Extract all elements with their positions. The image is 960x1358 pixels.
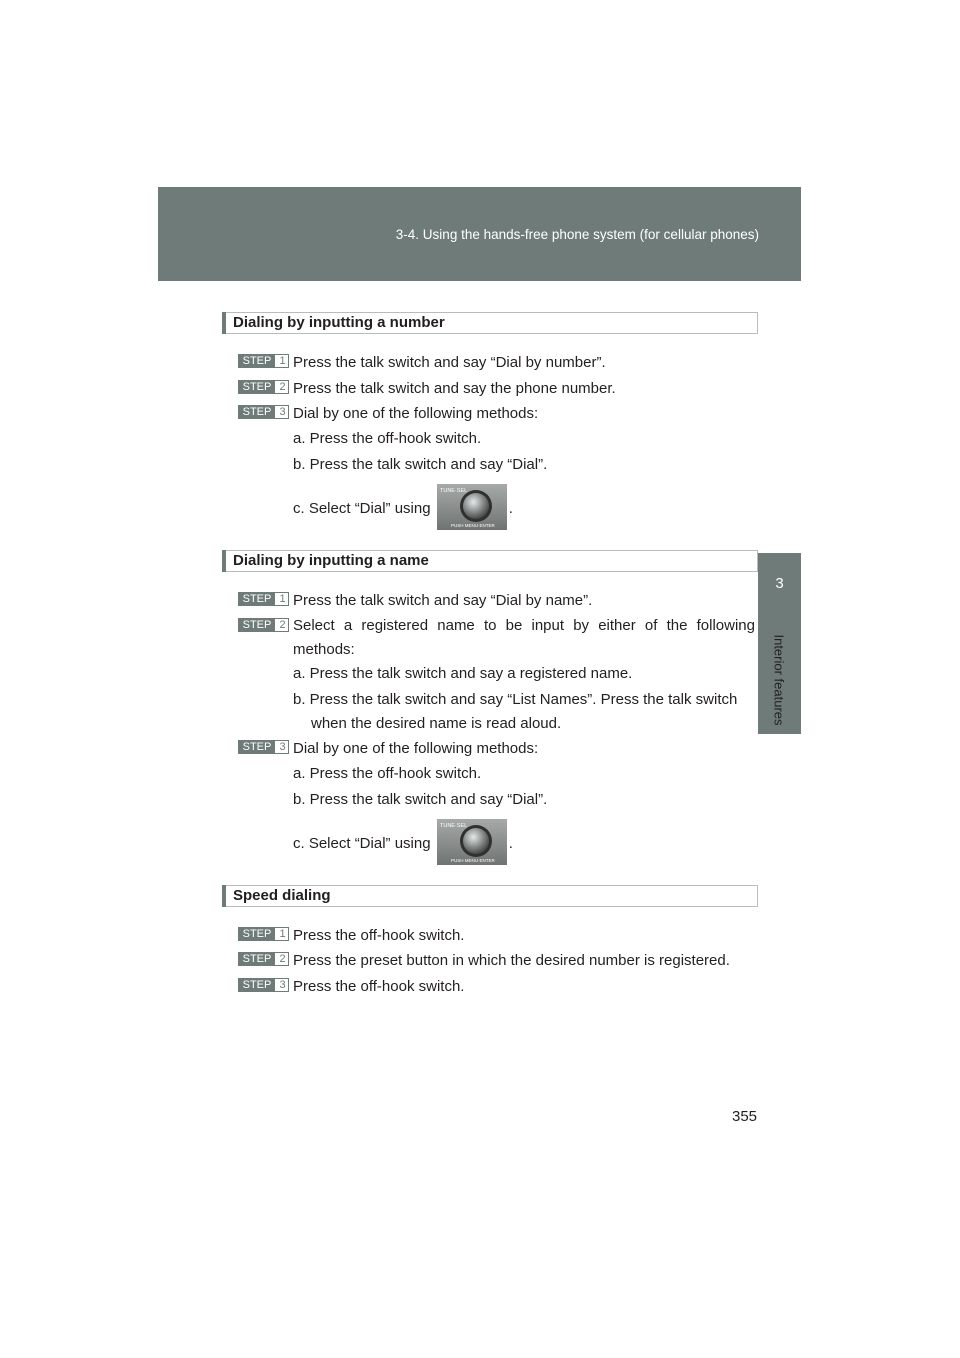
tune-sel-knob-icon xyxy=(437,484,507,530)
step-badge: STEP 2 xyxy=(238,618,289,632)
svg-text:TUNE·SEL: TUNE·SEL xyxy=(439,823,467,829)
step-item: STEP 3 Dial by one of the following methods: xyxy=(238,739,538,757)
sub-step: a. Press the off-hook switch. xyxy=(293,765,482,782)
sub-step-with-knob: c. Select “Dial” using TUNE·SEL PUSH MENU·ENTER . xyxy=(293,486,513,532)
chapter-title: 3-4. Using the hands-free phone system (for cellular phones) xyxy=(395,227,759,242)
step-badge: STEP 3 xyxy=(238,405,289,419)
step-item: STEP 1 Press the talk switch and say “Dial by number”. xyxy=(238,353,606,371)
sub-step: b. Press the talk switch and say “Dial”. xyxy=(293,791,548,808)
step-item: STEP 3 Dial by one of the following methods: xyxy=(238,404,538,422)
step-badge: STEP 1 xyxy=(238,927,289,941)
step-badge: STEP 1 xyxy=(238,354,289,368)
step-item: STEP 2 Press the talk switch and say the phone number. xyxy=(238,379,616,397)
section-title: Dialing by inputting a number xyxy=(233,314,445,331)
section-heading xyxy=(222,312,758,334)
step-badge: STEP 1 xyxy=(238,592,289,606)
step-badge: STEP 3 xyxy=(238,740,289,754)
sub-step: a. Press the talk switch and say a registered name. xyxy=(293,665,633,682)
step-badge: STEP 2 xyxy=(238,380,289,394)
step-badge: STEP 3 xyxy=(238,978,289,992)
chapter-tab-label: Interior features xyxy=(771,634,787,726)
sub-step: b. Press the talk switch and say “Dial”. xyxy=(293,456,548,473)
step-badge: STEP 2 xyxy=(238,952,289,966)
page-number: 355 xyxy=(732,1108,758,1125)
svg-text:PUSH MENU·ENTER: PUSH MENU·ENTER xyxy=(450,858,495,863)
svg-text:TUNE·SEL: TUNE·SEL xyxy=(439,488,467,494)
svg-text:PUSH MENU·ENTER: PUSH MENU·ENTER xyxy=(450,523,495,528)
sub-step: a. Press the off-hook switch. xyxy=(293,430,482,447)
step-item xyxy=(238,617,293,635)
section-heading xyxy=(222,885,758,907)
step-item: STEP 2 Press the preset button in which the desired number is registered. xyxy=(238,951,730,969)
sub-step-with-knob: c. Select “Dial” using TUNE·SEL PUSH MENU·ENTER . xyxy=(293,821,513,867)
step-item: STEP 3 Press the off-hook switch. xyxy=(238,977,464,995)
sub-step: b. Press the talk switch and say “List Names”. Press the talk switch when the desired name is read aloud. xyxy=(293,691,738,732)
chapter-header xyxy=(158,187,801,281)
step-text: Select a registered name to be input by either of the following methods: xyxy=(293,617,755,658)
tune-sel-knob-icon xyxy=(437,819,507,865)
chapter-number: 3 xyxy=(775,575,784,592)
step-item: STEP 1 Press the talk switch and say “Dial by name”. xyxy=(238,591,592,609)
section-heading xyxy=(222,550,758,572)
section-title: Dialing by inputting a name xyxy=(233,552,429,569)
section-title: Speed dialing xyxy=(233,887,331,904)
step-item: STEP 1 Press the off-hook switch. xyxy=(238,926,464,944)
